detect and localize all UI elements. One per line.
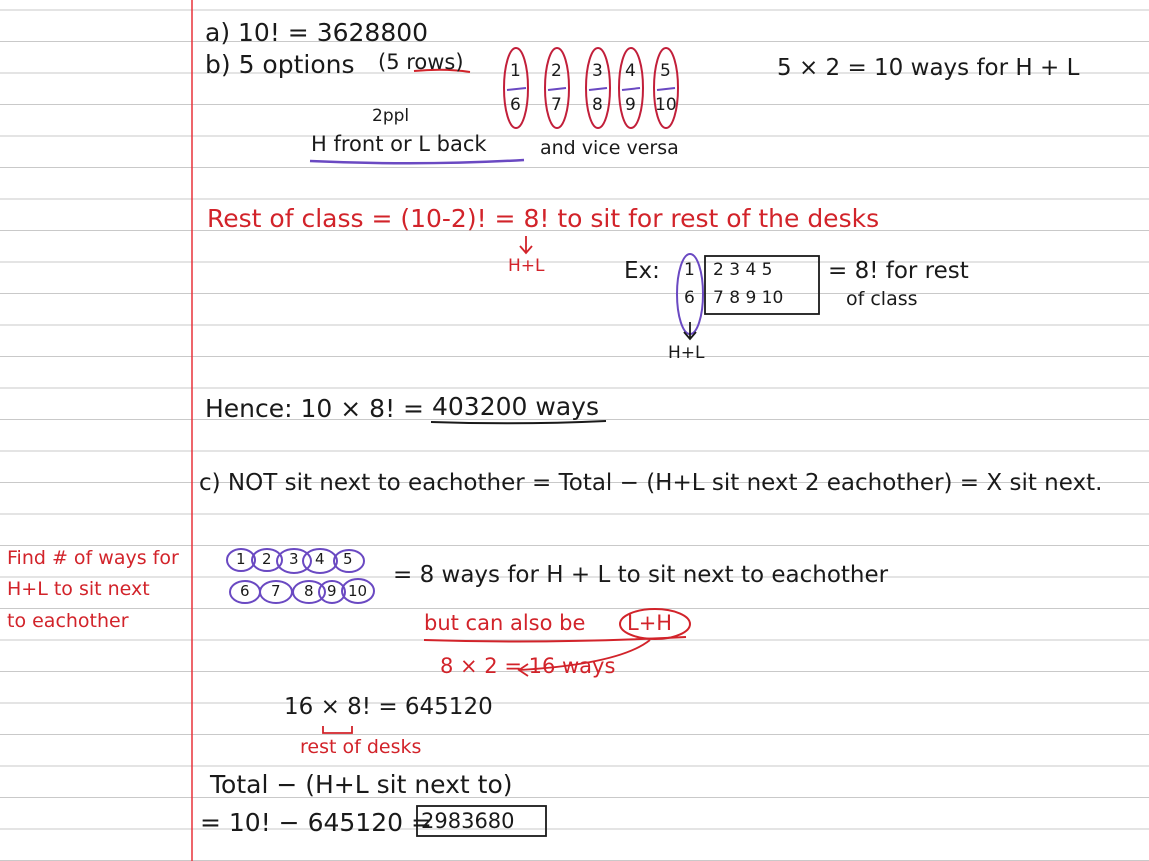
column-top-4: 4 xyxy=(625,61,636,81)
hence-value: 403200 ways xyxy=(432,392,599,421)
seat-4: 4 xyxy=(315,550,325,568)
part-b-label: b) 5 options xyxy=(205,50,355,79)
seat-5: 5 xyxy=(343,550,353,568)
example-result-2: of class xyxy=(846,288,918,310)
example-result: = 8! for rest xyxy=(828,258,969,284)
margin-note-3: to eachother xyxy=(7,610,129,632)
sixteen-line: 8 × 2 = 16 ways xyxy=(440,654,616,678)
example-col-top: 1 xyxy=(684,260,695,280)
answer-underline xyxy=(431,421,606,423)
column-bottom-2: 7 xyxy=(551,95,562,115)
example-box-top: 2 3 4 5 xyxy=(713,260,773,280)
seat-1: 1 xyxy=(236,550,246,568)
margin-note-2: H+L to sit next xyxy=(7,578,150,600)
rest-of-class-line: Rest of class = (10-2)! = 8! to sit for rest of the desks xyxy=(207,204,880,233)
final-answer: 2983680 xyxy=(421,809,515,833)
ppl-note: 2ppl xyxy=(372,106,410,126)
rows-note: (5 rows) xyxy=(378,50,464,74)
also-circled: L+H xyxy=(627,611,673,635)
seat-3: 3 xyxy=(289,550,299,568)
part-a-line: a) 10! = 3628800 xyxy=(205,18,429,47)
seat-2: 2 xyxy=(262,550,272,568)
total-line: Total − (H+L sit next to) xyxy=(210,770,513,799)
column-bottom-1: 6 xyxy=(510,95,521,115)
arrow-down-red xyxy=(520,236,532,253)
example-box-bottom: 7 8 9 10 xyxy=(713,288,784,308)
column-bottom-3: 8 xyxy=(592,95,603,115)
front-back-underline xyxy=(310,160,524,163)
seat-6: 6 xyxy=(240,582,250,600)
column-bottom-4: 9 xyxy=(625,95,636,115)
column-top-5: 5 xyxy=(660,61,671,81)
column-bottom-5: 10 xyxy=(655,95,677,115)
final-line: = 10! − 645120 = xyxy=(200,808,432,837)
vice-versa-note: and vice versa xyxy=(540,137,679,159)
seat-10: 10 xyxy=(348,582,368,600)
front-back-note: H front or L back xyxy=(311,132,487,156)
seat-7: 7 xyxy=(271,582,281,600)
seat-9: 9 xyxy=(327,582,337,600)
example-label: Ex: xyxy=(624,258,660,284)
rest-of-desks-note: rest of desks xyxy=(300,736,422,758)
ways-line: 5 × 2 = 10 ways for H + L xyxy=(777,55,1080,81)
hl-under-note-2: H+L xyxy=(668,343,705,363)
column-top-2: 2 xyxy=(551,61,562,81)
hl-under-note: H+L xyxy=(508,256,545,276)
hence-line: Hence: 10 × 8! = xyxy=(205,394,424,423)
seat-8: 8 xyxy=(304,582,314,600)
eight-ways-line: = 8 ways for H + L to sit next to eachother xyxy=(393,562,889,588)
margin-note-1: Find # of ways for xyxy=(7,547,179,569)
also-line: but can also be xyxy=(424,611,586,635)
calc-line: 16 × 8! = 645120 xyxy=(284,694,493,720)
part-c-line: c) NOT sit next to eachother = Total − (H+L sit next 2 eachother) = X sit next. xyxy=(199,470,1103,496)
column-top-1: 1 xyxy=(510,61,521,81)
column-top-3: 3 xyxy=(592,61,603,81)
example-col-bottom: 6 xyxy=(684,288,695,308)
